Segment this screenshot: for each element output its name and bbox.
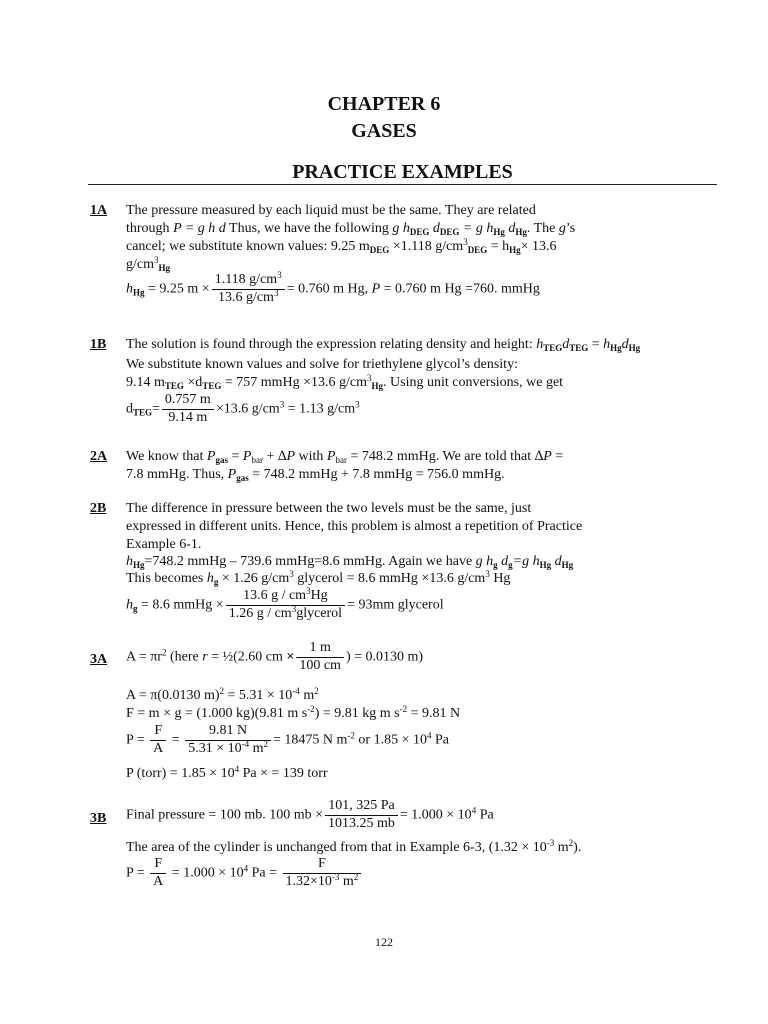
fraction: $\frac{9.81 N}{5.31 \times 10^{-4} m^2}$ [185,723,271,758]
section-divider [88,184,717,185]
example-1a-line-1: The pressure measured by each liquid must be the same. They are related [126,203,536,218]
fraction: $\frac{0.757 m}{9.14 m}$ [162,392,214,427]
example-2b-line-3: Example 6-1. [126,537,202,552]
example-label-2b: 2B [90,501,107,516]
example-2a-line-2: 7.8 mmHg. Thus, $P_{gas} = 748.2$ mmHg + 7.8 mmHg = 756.0 mmHg. [126,467,505,483]
example-label-1b: 1B [90,337,107,352]
example-3a-line-3: F = m × g = (1.000 kg)(9.81 m $s^{-2}) = 9.81$ kg m $s^{-2} = 9.81$ N [126,704,461,721]
example-2a-line-1: We know that $P_{gas} = P_{bar} + \Delta P$ with $P_{bar} = 748.2$ mmHg. We are told that ∆P = [126,449,564,465]
example-2b-line-2: expressed in different units. Hence, this problem is almost a repetition of Practice [126,519,583,534]
page-number: 122 [375,935,393,949]
example-2b-line-4: $h_{Hg}=748.2$ mmHg – 739.6 mmHg=8.6 mmHg. Again we have g $h_g$ $d_g=g$ $h_{Hg}$ $d_{Hg}$ [126,554,574,570]
example-1a-line-3: cancel; we substitute known values: 9.25 $m_{DEG} \times 1.118$ $g/cm^3_{DEG} = h_{Hg}\times 13.6$ [126,237,557,255]
example-1b-line-2: We substitute known values and solve for triethylene glycol’s density: [126,357,518,372]
example-1b-line-1: The solution is found through the expression relating density and height: $h_{TEG}d_{TEG} = h_{Hg}d_{Hg}$ [126,337,641,353]
example-label-1a: 1A [90,203,108,218]
example-1b-line-3: 9.14 $m_{TEG} \times d_{TEG} = 757$ mmHg ×13.6 $g/cm^3_{Hg}$. Using unit conversions, we get [126,373,564,391]
example-2b-line-5: This becomes $h_g \times 1.26$ $g/cm^3$ glycerol = 8.6 mmHg ×13.6 $g/cm^3$ Hg [126,569,511,587]
fraction: $\frac{101, 325 Pa}{1013.25 mb}$ [325,798,398,833]
example-1a-line-4: $g/cm^3_{Hg}$ [126,255,171,273]
chapter-heading: CHAPTER 6 [327,93,441,115]
example-label-3b: 3B [90,811,107,826]
example-1b-equation: $d_{TEG}=$ $\frac{0.757 m}{9.14 m}$ ×13.6 $g/cm^3 = 1.13$ $g/cm^3$ [126,392,360,425]
example-label-2a: 2A [90,449,108,464]
section-heading: PRACTICE EXAMPLES [292,161,513,183]
example-3b-line-3: P = $\frac{F}{A}$ = $1.000 \times 10^4$ Pa = $\frac{F}{1.32\times 10^{-3} m^2}$ [126,856,363,891]
fraction: $\frac{13.6 g / cm^3Hg}{1.26 g / cm^3glycerol}$ [226,588,345,623]
example-1a-line-2: through P = g h d Thus, we have the following g $h_{DEG}$ $d_{DEG} = g$ $h_{Hg}$ $d_{Hg}$. The g’s [126,221,576,237]
chapter-subject: GASES [351,120,417,142]
example-3a-line-4: P = $\frac{F}{A}$ = $\frac{9.81 N}{5.31 \times 10^{-4} m^2}$ = 18475 N $m^{-2}$ or $1.85 \times 10^4$ Pa [126,723,449,756]
example-2b-line-1: The difference in pressure between the two levels must be the same, just [126,501,532,516]
example-2b-equation: $h_g = 8.6$ mmHg × $\frac{13.6 g / cm^3Hg}{1.26 g / cm^3glycerol}$ = 93mm glycerol [126,586,444,621]
fraction: $\frac{F}{1.32\times 10^{-3} m^2}$ [283,856,362,891]
example-label-3a: 3A [90,652,108,667]
fraction: $\frac{F}{A}$ [150,723,166,758]
example-3b-line-1: Final pressure = 100 mb. 100 mb × $\frac{101, 325 Pa}{1013.25 mb}$ = $1.000 \times 10^4$ Pa [126,798,494,831]
fraction: $\frac{1 m}{100 cm}$ [296,640,344,675]
fraction: $\frac{F}{A}$ [150,856,166,891]
example-3a-line-5: P (torr) = $1.85 \times 10^4$ Pa × = 139 torr [126,764,328,781]
fraction: $\frac{1.118 g/cm^3}{13.6 g/cm^3}$ [212,272,285,307]
example-3a-line-1: $A = \pi r^2$ (here r = ½(2.60 cm × $\frac{1 m}{100 cm}$ ) = 0.0130 m) [126,640,424,673]
example-1a-equation: $h_{Hg} = 9.25$ m × $\frac{1.118 g/cm^3}{13.6 g/cm^3}$ = 0.760 m Hg, P = 0.760 m Hg =760. mmHg [126,270,540,305]
example-3a-line-2: A = π(0.0130 $m)^2 = 5.31 \times 10^{-4}$ $m^2$ [126,686,319,703]
example-3b-line-2: The area of the cylinder is unchanged from that in Example 6-3, ($1.32 \times 10^{-3}$ $m^2$). [126,838,582,855]
